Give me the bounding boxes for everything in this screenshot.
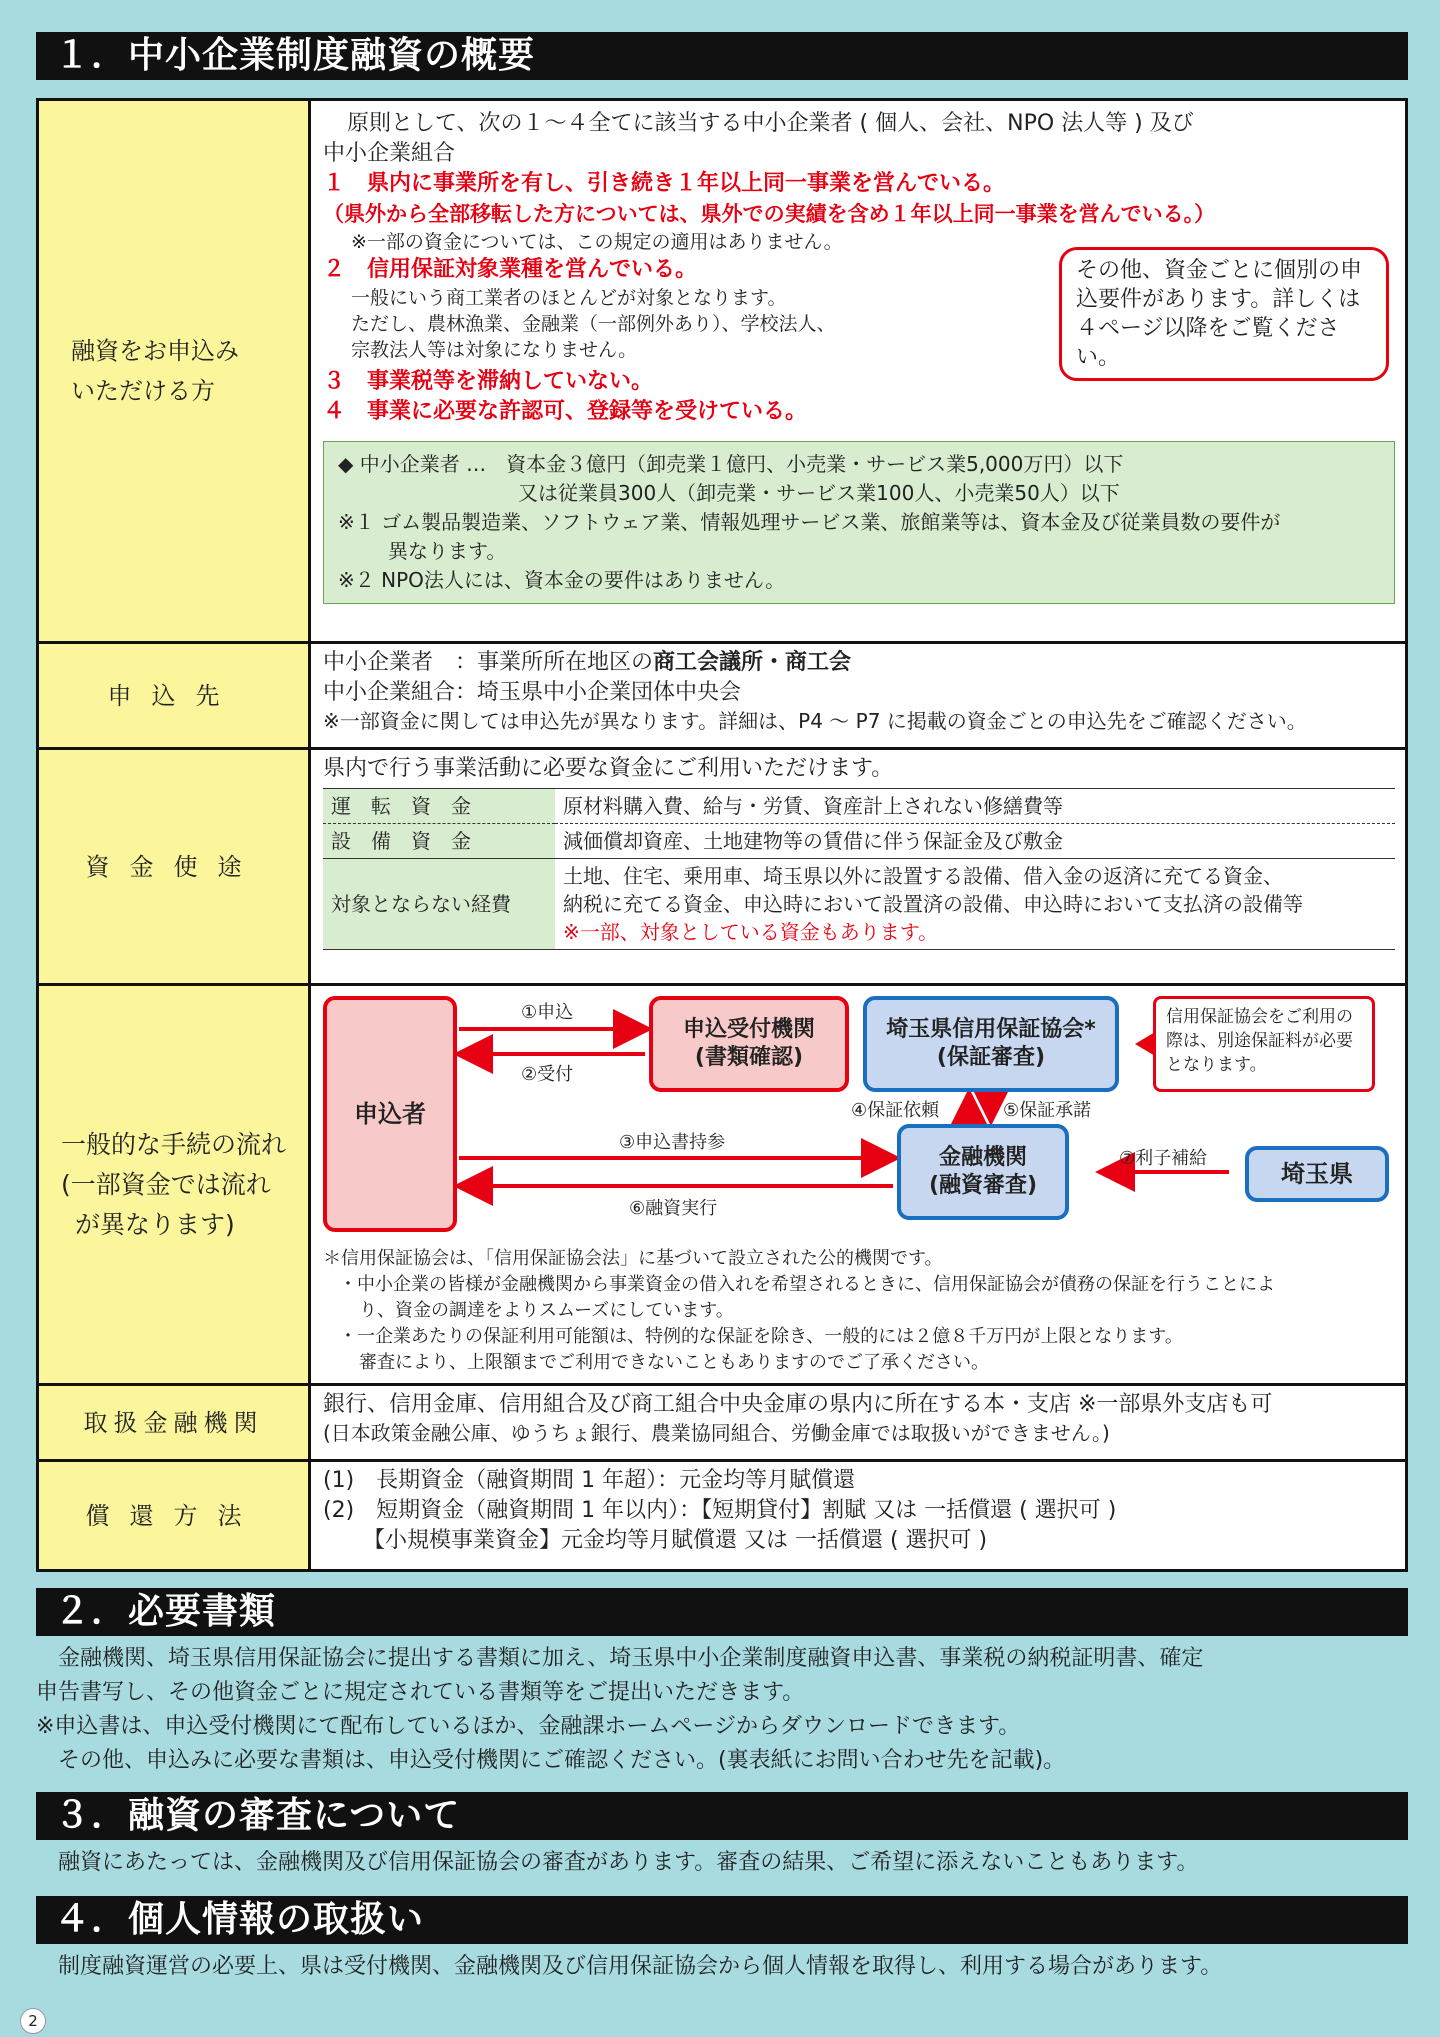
footnote-2: ・中小企業の皆様が金融機関から事業資金の借入れを希望されるときに、信用保証協会が債務の保証を行うことによ xyxy=(339,1274,1275,1295)
row-flow xyxy=(39,983,1405,1383)
content-destination xyxy=(311,644,1405,747)
overview-table xyxy=(36,98,1408,1572)
sme-note-1-cont: 異なります。 xyxy=(388,539,507,563)
condition-1-note: ※一部の資金については、この規定の適用はありません。 xyxy=(351,231,843,253)
docs-line-4: その他、申込みに必要な書類は、申込受付機関にご確認ください。(裏表紙にお問い合わせ先を記載)。 xyxy=(36,1748,1066,1773)
fund-row-operating xyxy=(323,789,1395,824)
dest-chamber: 商工会議所・商工会 xyxy=(653,650,852,675)
content-banks xyxy=(311,1386,1405,1459)
flow-diagram xyxy=(323,996,1395,1246)
fund-excluded-note: ※一部、対象としている資金もあります。 xyxy=(563,920,939,944)
condition-1-detail: （県外から全部移転した方については、県外での実績を含め１年以上同一事業を営んでいる。） xyxy=(323,202,1216,226)
fund-use-intro: 県内で行う事業活動に必要な資金にご利用いただけます。 xyxy=(323,756,894,781)
applicant-box: 申込者 xyxy=(323,996,457,1232)
flow-label-bring: ③申込書持参 xyxy=(619,1132,726,1153)
fund-key-equipment: 設 備 資 金 xyxy=(323,824,555,859)
label-applicants xyxy=(39,101,311,641)
sme-definition-box xyxy=(323,441,1395,604)
row-fund-use xyxy=(39,747,1405,983)
prefecture-box: 埼玉県 xyxy=(1245,1146,1389,1202)
docs-line-1: 金融機関、埼玉県信用保証協会に提出する書類に加え、埼玉県中小企業制度融資申込書、事業税の納税証明書、確定 xyxy=(36,1646,1204,1671)
docs-line-3: ※申込書は、申込受付機関にて配布しているほか、金融課ホームページからダウンロードできます。 xyxy=(36,1714,1021,1739)
label-repayment: 償還方法 xyxy=(39,1462,311,1569)
fund-row-excluded xyxy=(323,859,1395,950)
docs-line-2: 申告書写し、その他資金ごとに規定されている書類等をご提出いただきます。 xyxy=(36,1680,805,1705)
label-flow-line3: が異なります) xyxy=(74,1209,235,1239)
content-repayment xyxy=(311,1462,1405,1569)
content-flow xyxy=(311,986,1405,1383)
dest-union: 中小企業組合：埼玉県中小企業団体中央会 xyxy=(323,680,742,705)
condition-4: ４ 事業に必要な許認可、登録等を受けている。 xyxy=(323,399,808,424)
fund-row-equipment xyxy=(323,824,1395,859)
row-applicants xyxy=(39,101,1405,641)
section-title-4: ４．個人情報の取扱い xyxy=(36,1896,1408,1944)
flow-footnotes xyxy=(323,1246,1395,1376)
flow-label-subsidy: ⑦利子補給 xyxy=(1119,1148,1208,1169)
row-banks xyxy=(39,1383,1405,1459)
fund-value-operating: 原材料購入費、給与・労賃、資産計上されない修繕費等 xyxy=(563,794,1063,818)
fund-excluded-1: 土地、住宅、乗用車、埼玉県以外に設置する設備、借入金の返済に充てる資金、 xyxy=(563,864,1283,888)
condition-3: ３ 事業税等を滞納していない。 xyxy=(323,369,654,394)
dest-sme: 中小企業者 ：事業所所在地区の xyxy=(323,650,654,675)
sme-definition-employees: 又は従業員300人（卸売業・サービス業100人、小売業50人）以下 xyxy=(518,481,1120,505)
condition-1: １ 県内に事業所を有し、引き続き１年以上同一事業を営んでいる。 xyxy=(323,171,1006,196)
label-banks: 取扱金融機関 xyxy=(39,1386,311,1459)
guarantee-fee-note: 信用保証協会をご利用の際は、別途保証料が必要となります。 xyxy=(1153,996,1375,1092)
label-destination: 申込先 xyxy=(39,644,311,747)
label-flow xyxy=(39,986,311,1383)
sme-definition-capital: ◆ 中小企業者 … 資本金３億円（卸売業１億円、小売業・サービス業5,000万円）以下 xyxy=(338,452,1124,476)
condition-2-detail-a: 一般にいう商工業者のほとんどが対象となります。 xyxy=(351,287,787,309)
condition-2-detail-b: ただし、農林漁業、金融業（一部例外あり）、学校法人、 xyxy=(351,313,836,335)
banks-line-1: 銀行、信用金庫、信用組合及び商工組合中央金庫の県内に所在する本・支店 ※一部県外支店も可 xyxy=(323,1392,1273,1417)
sme-note-1: ※１ ゴム製品製造業、ソフトウェア業、情報処理サービス業、旅館業等は、資本金及び従業員数の要件が xyxy=(338,510,1281,534)
page-number: 2 xyxy=(20,2008,46,2034)
flow-label-approve: ⑤保証承諾 xyxy=(1003,1100,1092,1121)
repay-long: (1) 長期資金（融資期間 1 年超）：元金均等月賦償還 xyxy=(323,1468,856,1493)
privacy-text: 制度融資運営の必要上、県は受付機関、金融機関及び信用保証協会から個人情報を取得し、利用する場合があります。 xyxy=(36,1954,1223,1979)
section-title-3: ３．融資の審査について xyxy=(36,1792,1408,1840)
footnote-1: ＊信用保証協会は、「信用保証協会法」に基づいて設立された公的機関です。 xyxy=(323,1248,943,1269)
fund-key-excluded: 対象とならない経費 xyxy=(323,859,555,950)
footnote-2b: り、資金の調達をよりスムーズにしています。 xyxy=(359,1300,734,1321)
sme-note-2: ※２ NPO法人には、資本金の要件はありません。 xyxy=(338,568,786,592)
review-text: 融資にあたっては、金融機関及び信用保証協会の審査があります。審査の結果、ご希望に添えないこともあります。 xyxy=(36,1850,1199,1875)
row-destination xyxy=(39,641,1405,747)
dest-note: ※一部資金に関しては申込先が異なります。詳細は、P4 ～ P7 に掲載の資金ごとの申込先をご確認ください。 xyxy=(323,709,1307,733)
banks-line-2: (日本政策金融公庫、ゆうちょ銀行、農業協同組合、労働金庫では取扱いができません。) xyxy=(323,1421,1110,1445)
guarantee-association-box: 埼玉県信用保証協会* (保証審査) xyxy=(863,996,1119,1092)
condition-2-detail-c: 宗教法人等は対象になりません。 xyxy=(351,339,638,361)
section-title-1: １．中小企業制度融資の概要 xyxy=(36,32,1408,80)
row-repayment xyxy=(39,1459,1405,1569)
content-fund-use xyxy=(311,750,1405,983)
note-pointer xyxy=(1135,1032,1155,1056)
label-fund-use: 資金使途 xyxy=(39,750,311,983)
flow-label-disburse: ⑥融資実行 xyxy=(629,1198,718,1219)
label-flow-line1: 一般的な手続の流れ xyxy=(60,1129,286,1159)
label-applicants-line2: いただける方 xyxy=(71,377,215,405)
fund-value-equipment: 減価償却資産、土地建物等の賃借に伴う保証金及び敷金 xyxy=(563,829,1063,853)
fund-use-table xyxy=(323,788,1395,950)
label-applicants-line1: 融資をお申込み xyxy=(71,337,239,365)
fund-key-operating: 運 転 資 金 xyxy=(323,789,555,824)
fund-excluded-2: 納税に充てる資金、申込時において設置済の設備、申込時において支払済の設備等 xyxy=(563,892,1303,916)
reception-box: 申込受付機関 (書類確認) xyxy=(649,996,849,1092)
footnote-3b: 審査により、上限額までご利用できないこともありますのでご了承ください。 xyxy=(359,1352,989,1373)
section-title-2: ２．必要書類 xyxy=(36,1588,1408,1636)
repay-short: (2) 短期資金（融資期間 1 年以内）：【短期貸付】割賦 又は 一括償還 ( 選択可 ) xyxy=(323,1498,1117,1523)
flow-label-accept: ②受付 xyxy=(521,1064,574,1085)
condition-2: ２ 信用保証対象業種を営んでいる。 xyxy=(323,257,698,282)
footnote-3: ・一企業あたりの保証利用可能額は、特例的な保証を除き、一般的には２億８千万円が上限となります。 xyxy=(339,1326,1183,1347)
content-applicants xyxy=(311,101,1405,641)
applicants-intro: 原則として、次の１～４全てに該当する中小企業者 ( 個人、会社、NPO 法人等 ) 及び xyxy=(347,111,1194,136)
applicants-intro-2: 中小企業組合 xyxy=(323,141,456,166)
bank-box: 金融機関 (融資審査) xyxy=(897,1124,1069,1220)
label-flow-line2: (一部資金では流れ xyxy=(60,1169,271,1199)
repay-small-business: 【小規模事業資金】元金均等月賦償還 又は 一括償還 ( 選択可 ) xyxy=(363,1528,988,1553)
docs-paragraph xyxy=(36,1642,1408,1778)
requirements-note-bubble: その他、資金ごとに個別の申込要件があります。詳しくは４ページ以降をご覧ください。 xyxy=(1059,247,1389,381)
flow-label-apply: ①申込 xyxy=(521,1002,574,1023)
flow-label-request: ④保証依頼 xyxy=(851,1100,940,1121)
